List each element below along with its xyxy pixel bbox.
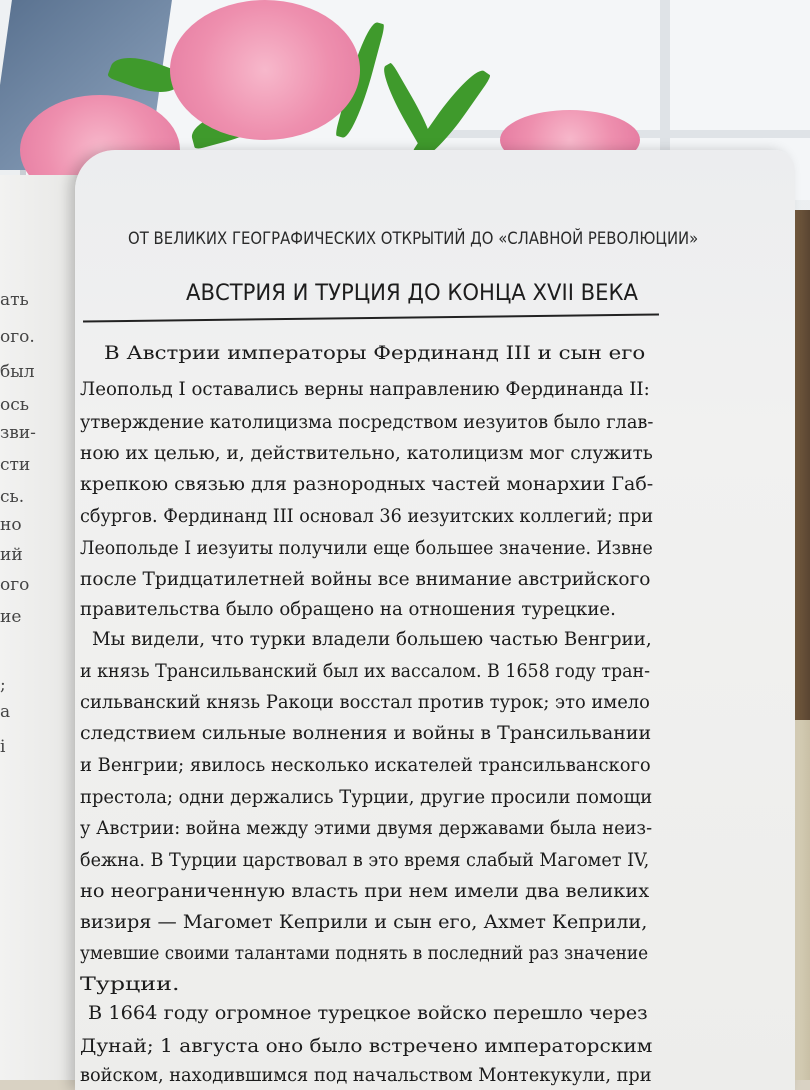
body-text-line: Леопольд I оставались верны направлению Фердинанда II: — [80, 378, 650, 400]
body-text-line: крепкою связью для разнородных частей монархии Габ- — [80, 473, 654, 495]
body-text-line: Дунай; 1 августа оно было встречено императорским — [80, 1035, 653, 1057]
body-text-line: визиря — Магомет Кеприли и сын его, Ахмет Кеприли, — [80, 911, 648, 933]
body-text-line: престола; одни держались Турции, другие просили помощи — [80, 786, 653, 808]
text-fragment: зви- — [0, 423, 36, 443]
body-text-line: В Австрии императоры Фердинанд III и сын его — [104, 342, 646, 364]
text-fragment: сти — [0, 455, 31, 475]
hyacinth-flower — [170, 0, 360, 140]
body-text-line: правительства было обращено на отношения турецкие. — [80, 598, 616, 620]
body-text-line: сильванский князь Ракоци восстал против турок; это имело — [80, 691, 650, 713]
text-fragment: і — [0, 737, 6, 757]
text-fragment: ий — [0, 545, 23, 565]
text-fragment: ать — [0, 290, 29, 310]
body-text-line: войском, находившимся под начальством Монтекукули, при — [80, 1064, 652, 1086]
body-text-line: и князь Трансильванский был их вассалом. В 1658 году тран- — [80, 660, 650, 682]
body-text-line: у Австрии: война между этими двумя державами была неиз- — [80, 817, 653, 839]
text-fragment: ого. — [0, 327, 35, 347]
text-fragment: ось — [0, 395, 30, 415]
text-fragment: а — [0, 702, 11, 722]
body-text-line: умевшие своими талантами поднять в последний раз значение — [80, 942, 649, 964]
body-text-line: следствием сильные волнения и войны в Трансильвании — [80, 722, 652, 744]
text-fragment: ие — [0, 607, 22, 627]
text-fragment: сь. — [0, 487, 25, 507]
body-text-line: и Венгрии; явилось несколько искателей трансильванского — [80, 754, 651, 776]
text-fragment: был — [0, 362, 35, 382]
body-text-line: утверждение католицизма посредством иезуитов было глав- — [80, 411, 654, 433]
body-text-line: Леопольде I иезуиты получили еще большее значение. Извне — [80, 537, 653, 559]
body-text-line: после Тридцатилетней войны все внимание австрийского — [80, 568, 651, 590]
text-fragment: но — [0, 515, 22, 535]
text-fragment: ; — [0, 675, 6, 695]
body-text-line: Турции. — [80, 973, 180, 995]
body-text-line: Мы видели, что турки владели большею частью Венгрии, — [92, 628, 652, 650]
body-text-line: сбургов. Фердинанд III основал 36 иезуитских коллегий; при — [80, 505, 654, 527]
chapter-title: АВСТРИЯ И ТУРЦИЯ ДО КОНЦА XVII ВЕКА — [186, 280, 639, 306]
body-text-line: В 1664 году огромное турецкое войско перешло через — [88, 1002, 648, 1024]
text-fragment: ого — [0, 575, 30, 595]
body-text-line: но неограниченную власть при нем имели два великих — [80, 880, 650, 902]
body-text-line: ною их целью, и, действительно, католицизм мог служить — [80, 442, 653, 464]
body-text-line: бежна. В Турции царствовал в это время слабый Магомет IV, — [80, 849, 650, 871]
running-head: ОТ ВЕЛИКИХ ГЕОГРАФИЧЕСКИХ ОТКРЫТИЙ ДО «СЛАВНОЙ РЕВОЛЮЦИИ» — [128, 229, 699, 249]
